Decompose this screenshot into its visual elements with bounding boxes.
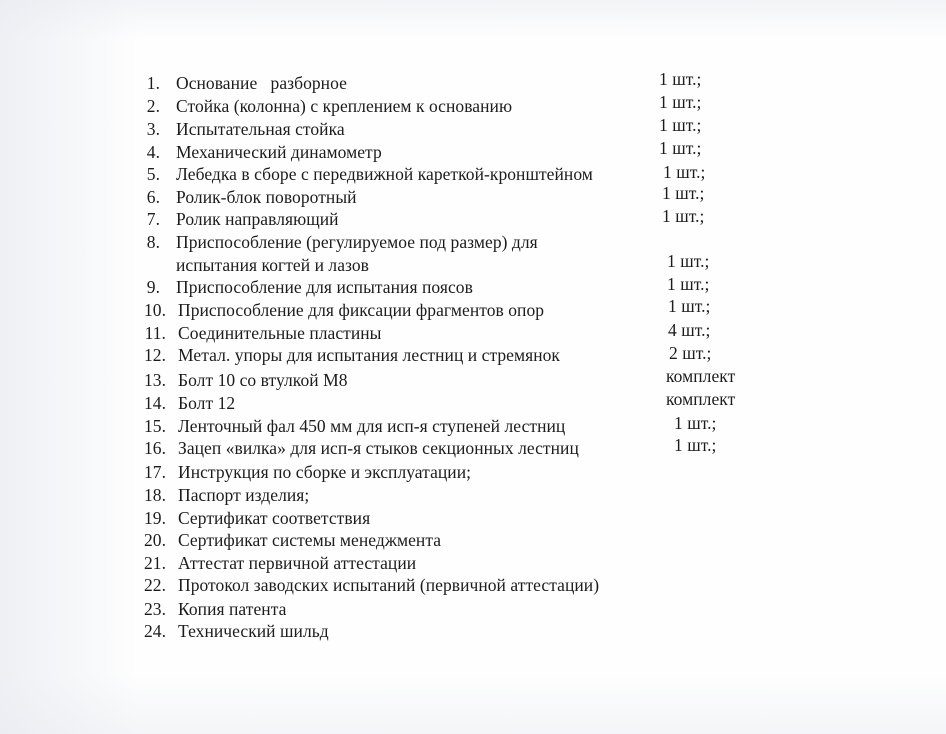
item-quantity: 1 шт.; [674,435,717,455]
item-number: 1. [146,73,160,93]
item-text-continued: испытания когтей и лазов [176,255,369,275]
item-quantity: комплект [666,389,736,409]
item-text: Приспособление для испытания поясов [176,277,473,297]
item-quantity: 2 шт.; [669,343,712,363]
item-quantity: 1 шт.; [659,69,702,89]
item-number: 15. [143,416,166,436]
item-number: 19. [143,508,166,528]
item-text: Протокол заводских испытаний (первичной аттестации) [178,575,600,595]
item-text: Испытательная стойка [176,119,345,139]
item-number: 4. [146,142,160,162]
item-number: 3. [146,119,160,139]
item-quantity: 1 шт.; [662,183,705,203]
item-text: Сертификат системы менеджмента [178,530,442,550]
item-number: 17. [143,462,166,482]
item-text: Аттестат первичной аттестации [178,553,417,573]
item-text: Болт 12 [178,393,236,413]
item-text: Копия патента [178,599,287,619]
item-text: Соединительные пластины [178,323,382,343]
item-number: 11. [144,323,166,343]
item-quantity: 1 шт.; [668,296,711,316]
item-text: Приспособление для фиксации фрагментов опор [178,300,545,320]
item-number: 20. [143,530,166,550]
item-text: Приспособление (регулируемое под размер) для [176,232,538,252]
item-quantity: 4 шт.; [668,320,711,340]
item-text: Инструкция по сборке и эксплуатации; [178,462,472,482]
item-quantity: 1 шт.; [663,162,706,182]
item-quantity: 1 шт.; [659,138,702,158]
item-text: Паспорт изделия; [178,485,310,505]
item-text: Механический динамометр [176,142,382,162]
item-quantity: 1 шт.; [674,413,717,433]
item-text: Сертификат соответствия [178,508,371,528]
item-number: 24. [143,621,166,641]
item-number: 23. [143,599,166,619]
item-number: 14. [143,393,166,413]
item-quantity: 1 шт.; [667,251,710,271]
item-text: Болт 10 со втулкой М8 [178,370,348,390]
item-text: Технический шильд [178,621,329,641]
item-number: 7. [146,209,160,229]
item-number: 13. [143,370,166,390]
item-quantity: 1 шт.; [662,206,705,226]
item-text: Ленточный фал 450 мм для исп-я ступеней лестниц [178,416,566,436]
item-quantity: 1 шт.; [659,115,702,135]
item-number: 5. [146,164,160,184]
item-number: 18. [143,485,166,505]
item-number: 2. [146,96,160,116]
item-number: 9. [146,277,160,297]
item-text: Зацеп «вилка» для исп-я стыков секционных лестниц [178,438,579,458]
item-text: Метал. упоры для испытания лестниц и стремянок [178,345,560,365]
item-number: 16. [143,438,166,458]
item-number: 6. [146,187,160,207]
item-number: 22. [143,575,166,595]
item-quantity: 1 шт.; [667,274,710,294]
item-text: Стойка (колонна) с креплением к основанию [176,96,513,116]
item-number: 12. [143,345,166,365]
item-text: Ролик-блок поворотный [176,187,357,207]
item-text: Ролик направляющий [176,209,339,229]
item-number: 8. [146,232,160,252]
item-number: 21. [143,553,166,573]
item-quantity: 1 шт.; [659,92,702,112]
item-text: Лебедка в сборе с передвижной кареткой-кронштейном [176,164,593,184]
item-quantity: комплект [666,366,736,386]
item-text: Основание разборное [176,73,347,93]
item-number: 10. [143,300,166,320]
